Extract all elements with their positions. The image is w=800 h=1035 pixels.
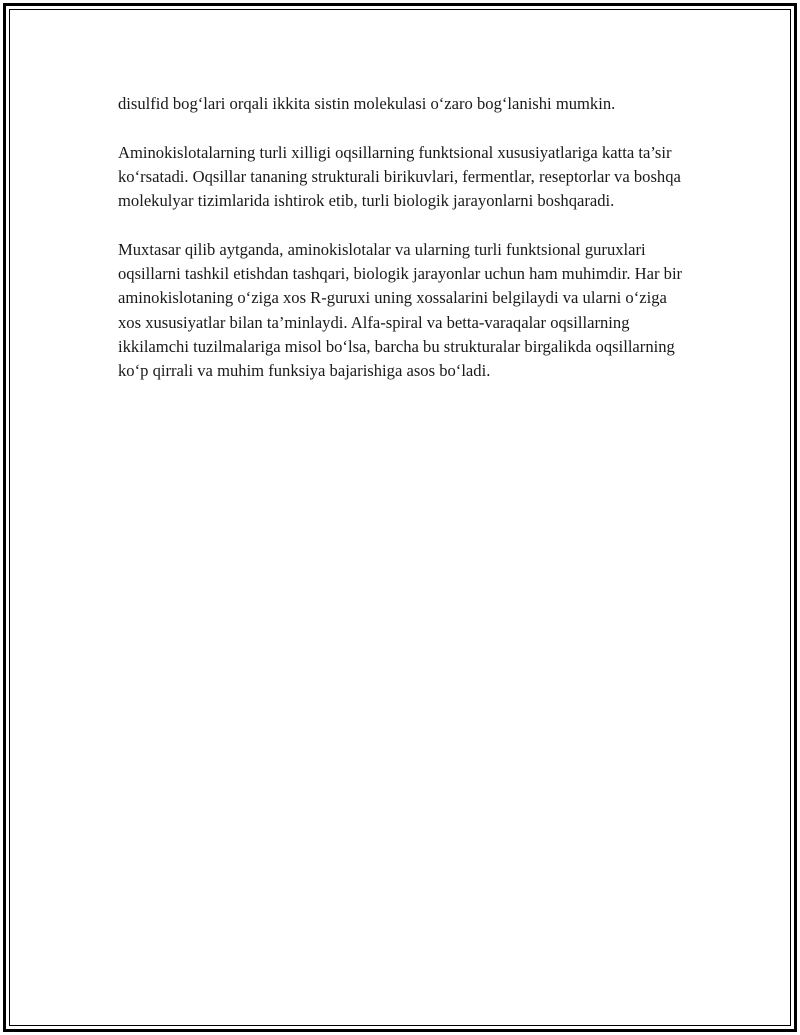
paragraph-3: Muxtasar qilib aytganda, aminokislotalar va ularning turli funktsional guruxlari oqsillarni tashkil etishdan tashqari, biologik jarayonlar uchun ham muhimdir. Har bir aminokislotaning o‘ziga xos R-guruxi uning xossalarini belgilaydi va ularni o‘ziga xos xususiyatlar bilan ta’minlaydi. Alfa-spiral va betta-varaqalar oqsillarning ikkilamchi tuzilmalariga misol bo‘lsa, barcha bu strukturalar birgalikda oqsillarning ko‘p qirrali va muhim funksiya bajarishiga asos bo‘ladi. (118, 239, 683, 381)
paragraph-2: Aminokislotalarning turli xilligi oqsillarning funktsional xususiyatlariga katta ta’sir ko‘rsatadi. Oqsillar tananing strukturali birikuvlari, fermentlar, reseptorlar va boshqa molekulyar tizimlarida ishtirok etib, turli biologik jarayonlarni boshqaradi. (118, 142, 681, 211)
paragraph-1: disulfid bog‘lari orqali ikkita sistin molekulasi o‘zaro bog‘lanishi mumkin. (118, 94, 616, 113)
document-body (118, 92, 693, 408)
